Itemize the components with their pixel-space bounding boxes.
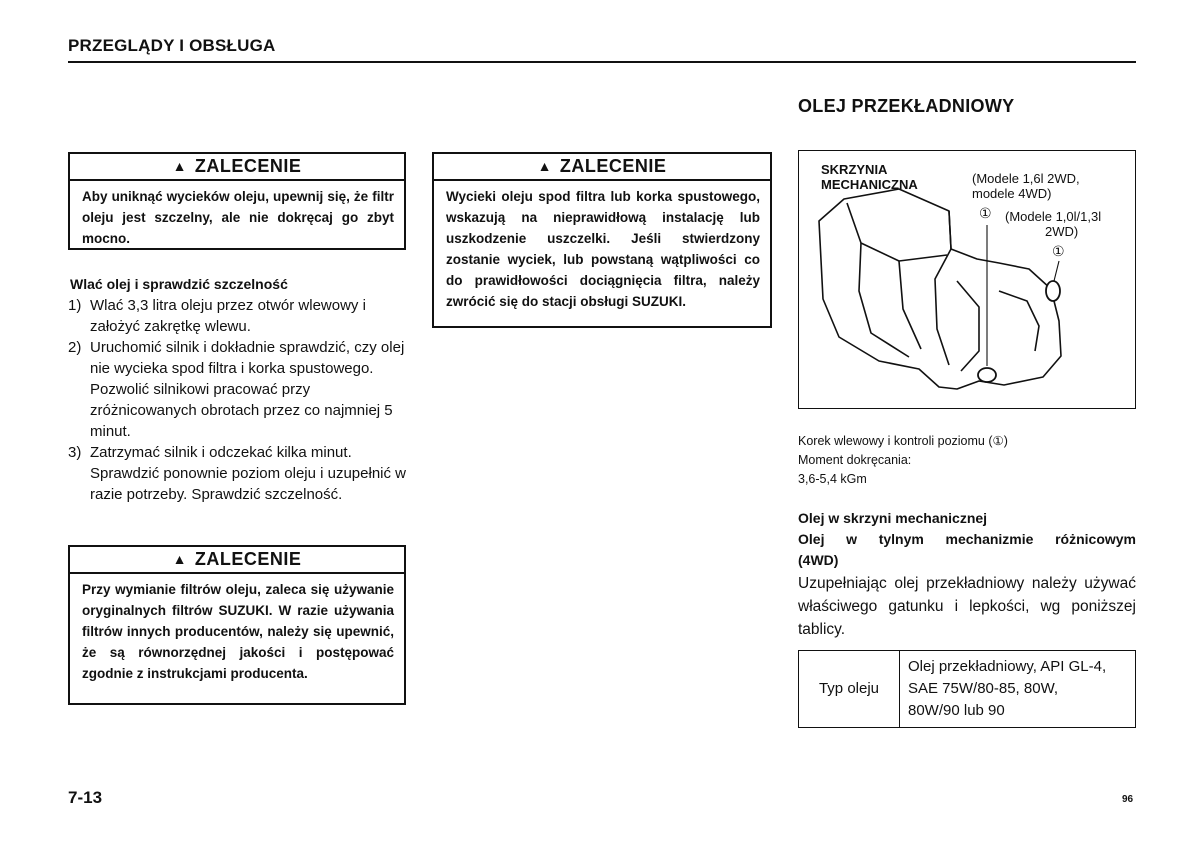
oil-paragraph: Uzupełniając olej przekładniowy należy używać właściwego gatunku i lepkości, wg poniższej tablicy. xyxy=(798,575,1136,638)
step-number: 3) xyxy=(68,444,82,461)
diagram-note2-line1: (Modele 1,0l/1,3l xyxy=(1005,209,1102,224)
warning-triangle-icon: ▲ xyxy=(537,158,552,174)
step-text: Uruchomić silnik i dokładnie sprawdzić, czy olej nie wycieka spod filtra i korka spustowego. Pozwolić silnikowi pracować przy zróżnicowanych obrotach przez co najmniej 5 minut. xyxy=(90,339,405,440)
diagram-marker-1: ① xyxy=(979,205,992,221)
warning-heading-label: ZALECENIE xyxy=(559,156,667,176)
warning-text: Przy wymianie filtrów oleju, zaleca się używanie oryginalnych filtrów SUZUKI. W razie używania filtrów innych producentów, należy się upewnić, że są równorzędnej jakości i postępować zgodnie z instrukcjami producenta. xyxy=(82,582,394,681)
diagram-marker-2: ① xyxy=(1052,243,1065,259)
procedure-step xyxy=(68,442,408,505)
diagram-note1-line2: modele 4WD) xyxy=(972,186,1052,201)
table-value-line: 80W/90 lub 90 xyxy=(908,702,1005,719)
gearbox-diagram xyxy=(798,150,1136,409)
diagram-label-line2: MECHANICZNA xyxy=(821,177,918,192)
procedure-step xyxy=(68,337,408,442)
warning-box-original-filters xyxy=(68,545,406,705)
procedure-step xyxy=(68,295,408,337)
table-value-line: SAE 75W/80-85, 80W, xyxy=(908,680,1059,697)
diagram-caption xyxy=(798,432,1136,489)
section-title-gear-oil: OLEJ PRZEKŁADNIOWY xyxy=(798,96,1015,116)
warning-box-filter-tightness xyxy=(68,152,406,250)
table-value-cell xyxy=(900,651,1136,728)
warning-triangle-icon: ▲ xyxy=(172,551,187,567)
header-divider xyxy=(68,61,1136,63)
procedure-steps xyxy=(68,295,408,505)
warning-heading xyxy=(434,154,770,181)
oil-heading-differential: Olej w tylnym mechanizmie różnicowym xyxy=(798,531,1136,547)
warning-text: Wycieki oleju spod filtra lub korka spustowego, wskazują na nieprawidłową instalację lub uszkodzenie uszczelki. Jeśli stwierdzony zostanie wyciek, lub powstaną wątpliwości co do prawidłowości dociągnięcia filtra, należy zwrócić się do stacji obsługi SUZUKI. xyxy=(446,189,760,309)
warning-heading xyxy=(70,547,404,574)
diagram-label-line1: SKRZYNIA xyxy=(821,162,888,177)
warning-heading-label: ZALECENIE xyxy=(194,549,302,569)
caption-line: Moment dokręcania: xyxy=(798,453,912,467)
table-value-line: Olej przekładniowy, API GL-4, xyxy=(908,658,1107,675)
warning-heading xyxy=(70,154,404,181)
table-label-cell: Typ oleju xyxy=(799,651,900,728)
step-text: Wlać 3,3 litra oleju przez otwór wlewowy i założyć zakrętkę wlewu. xyxy=(90,297,366,335)
warning-box-leak xyxy=(432,152,772,328)
procedure-title: Wlać olej i sprawdzić szczelność xyxy=(70,276,288,292)
diagram-note1-line1: (Modele 1,6l 2WD, xyxy=(972,171,1080,186)
warning-heading-label: ZALECENIE xyxy=(194,156,302,176)
caption-line: 3,6-5,4 kGm xyxy=(798,472,867,486)
table-row xyxy=(799,651,1136,728)
diagram-note2-line2: 2WD) xyxy=(1045,224,1079,239)
oil-heading-4wd: (4WD) xyxy=(798,552,839,568)
step-text: Zatrzymać silnik i odczekać kilka minut. Sprawdzić ponownie poziom oleju i uzupełnić w razie potrzeby. Sprawdzić szczelność. xyxy=(90,444,407,503)
oil-heading-manual: Olej w skrzyni mechanicznej xyxy=(798,510,988,526)
oil-section xyxy=(798,508,1136,641)
warning-triangle-icon: ▲ xyxy=(172,158,187,174)
page-number-left: 7-13 xyxy=(68,788,103,807)
step-number: 1) xyxy=(68,297,82,314)
page-number-right: 96 xyxy=(1122,794,1134,805)
step-number: 2) xyxy=(68,339,82,356)
caption-line: Korek wlewowy i kontroli poziomu (①) xyxy=(798,434,1008,448)
oil-spec-table xyxy=(798,650,1136,728)
warning-text: Aby uniknąć wycieków oleju, upewnij się, że filtr oleju jest szczelny, ale nie dokręcaj go zbyt mocno. xyxy=(82,189,394,246)
page-header-title: PRZEGLĄDY I OBSŁUGA xyxy=(68,36,276,55)
